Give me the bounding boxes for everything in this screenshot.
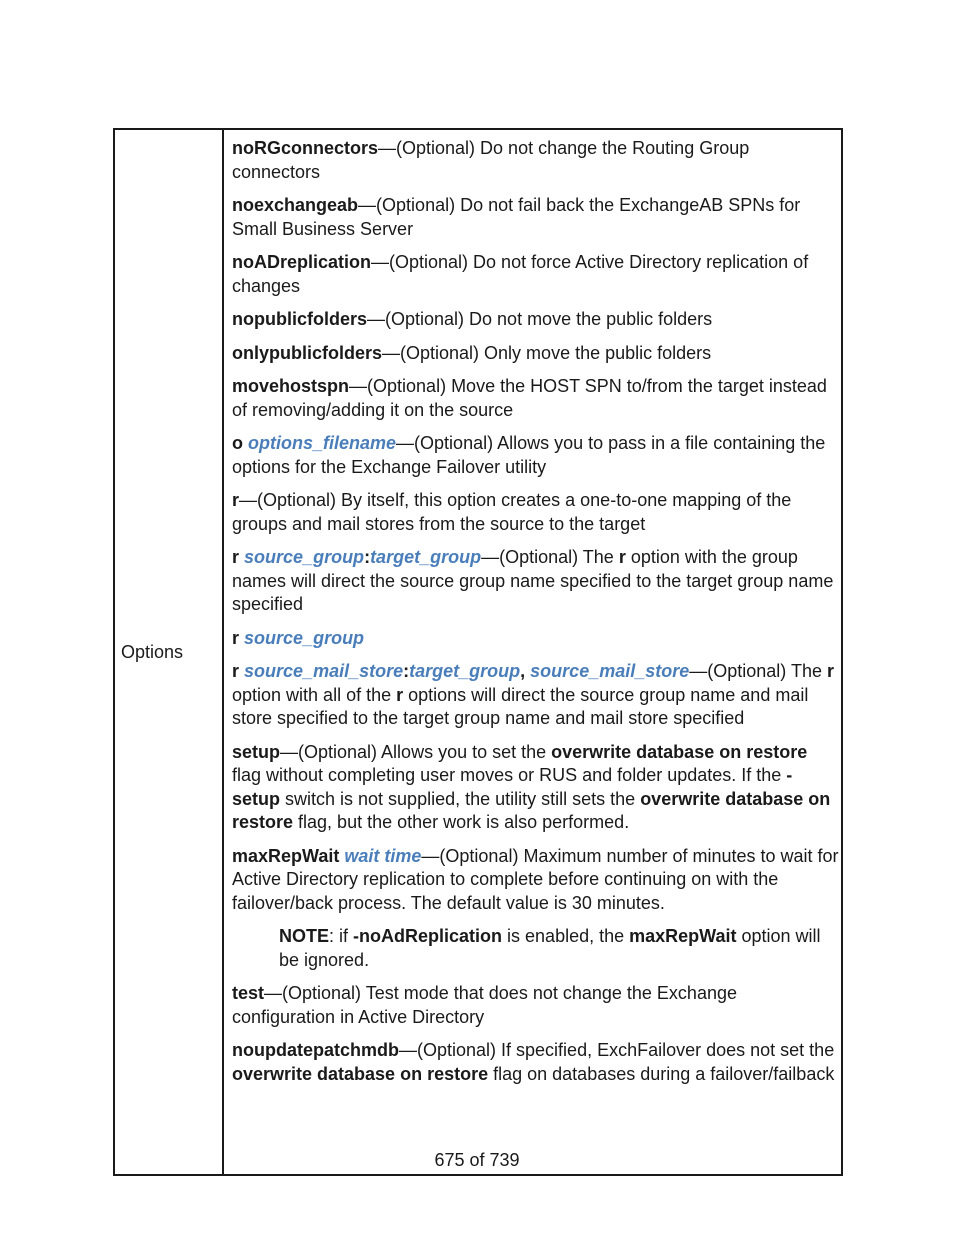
option-test: [232, 982, 840, 1029]
option-variable: source_mail_store: [244, 661, 404, 681]
options-description-cell: [232, 137, 840, 1096]
option-name: noADreplication: [232, 252, 372, 272]
options-table: [113, 128, 843, 1176]
option-r-group: r source_group:target_group—(Optional) The r option with the group names will direct the source group name specified to the target group name specified: [232, 547, 834, 614]
option-variable: target_group: [370, 547, 482, 567]
option-name: r: [232, 661, 240, 681]
option-r-plain: [232, 489, 840, 536]
option-desc: —(Optional) Only move the public folders: [382, 342, 712, 363]
option-o: [232, 432, 840, 479]
row-label-cell: [115, 130, 224, 1174]
option-name: nopublicfolders: [232, 309, 367, 329]
option-noexchangeab: [232, 194, 840, 241]
option-nopublicfolders: [232, 308, 840, 332]
option-r-mail-store: r source_mail_store:target_group, source_mail_store—(Optional) The r option with all of the r options will direct the source group name and mail store specified to the target group name and mail store specified: [232, 661, 835, 728]
option-name: noexchangeab: [232, 195, 359, 215]
option-desc: —(Optional) Do not fail back the ExchangeAB SPNs for Small Business Server: [232, 195, 801, 239]
option-noadreplication: [232, 251, 840, 298]
option-name: r: [232, 547, 240, 567]
option-noupdatepatchmdb: noupdatepatchmdb—(Optional) If specified, ExchFailover does not set the overwrite database on restore flag on databases during a failover/failback: [232, 1040, 835, 1084]
option-name: maxRepWait: [232, 845, 340, 866]
option-variable: wait time: [344, 845, 422, 866]
row-label: Options: [121, 642, 184, 662]
option-desc: —(Optional) Do not change the Routing Group connectors: [232, 138, 750, 182]
option-desc: —(Optional) Allows you to pass in a file containing the options for the Exchange Failover utility: [232, 433, 826, 477]
note: NOTE: if -noAdReplication is enabled, the maxRepWait option will be ignored.: [279, 926, 821, 970]
option-variable: options_filename: [248, 433, 397, 453]
option-desc: —(Optional) Test mode that does not change the Exchange configuration in Active Directory: [232, 983, 737, 1027]
option-norgconnectors: [232, 137, 840, 184]
option-variable: source_group: [244, 547, 365, 567]
option-desc: —(Optional) Move the HOST SPN to/from the target instead of removing/adding it on the source: [232, 376, 827, 420]
option-name: movehostspn: [232, 376, 350, 396]
option-desc: —(Optional) Do not move the public folders: [367, 309, 713, 329]
option-r-source-group: [232, 627, 840, 651]
option-name: onlypublicfolders: [232, 342, 383, 363]
option-name: noRGconnectors: [232, 138, 379, 158]
option-maxrepwait: [232, 845, 840, 916]
option-name: o: [232, 433, 243, 453]
option-name: test: [232, 983, 265, 1003]
page-number: 675 of 739: [434, 1150, 520, 1170]
option-movehostspn: [232, 375, 840, 422]
option-name: noupdatepatchmdb: [232, 1040, 399, 1060]
option-variable: target_group: [409, 661, 521, 681]
option-desc: —(Optional) Do not force Active Directory replication of changes: [232, 252, 809, 296]
option-desc: —(Optional) Maximum number of minutes to wait for Active Directory replication to complete before continuing on with the failover/back process. The default value is 30 minutes.: [232, 845, 839, 913]
option-variable: source_group: [244, 627, 365, 648]
option-variable: source_mail_store: [530, 661, 690, 681]
option-name: r: [232, 490, 240, 510]
note-label: NOTE: [279, 926, 330, 946]
option-name: setup: [232, 741, 281, 762]
option-onlypublicfolders: [232, 342, 840, 366]
option-desc: —(Optional) By itself, this option creates a one-to-one mapping of the groups and mail stores from the source to the target: [232, 490, 792, 534]
option-setup: setup—(Optional) Allows you to set the overwrite database on restore flag without completing user moves or RUS and folder updates. If the -setup switch is not supplied, the utility still sets the overwrite database on restore flag, but the other work is also performed.: [232, 741, 831, 832]
option-name: r: [232, 627, 240, 648]
